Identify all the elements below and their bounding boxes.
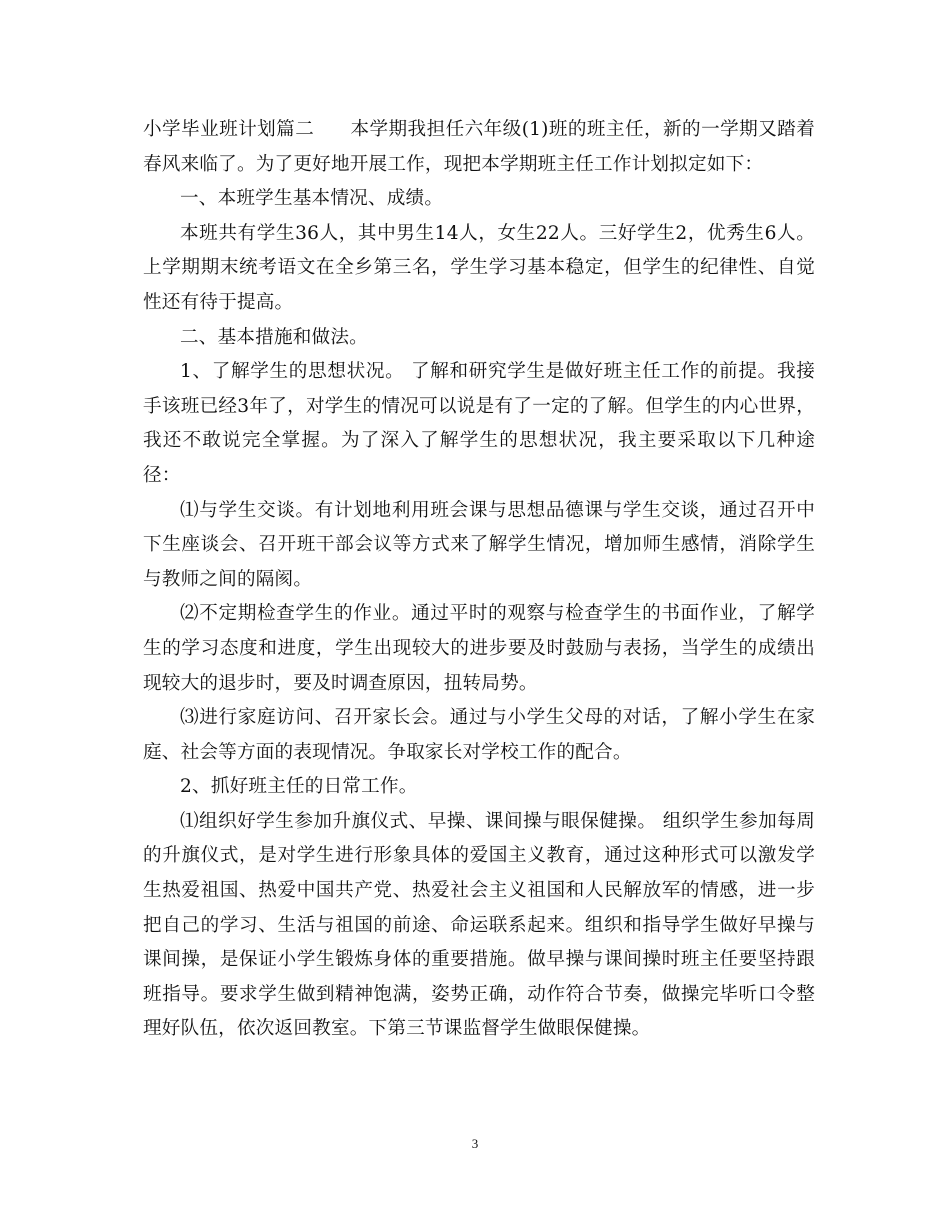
talk-with-students-paragraph: ⑴与学生交谈。有计划地利用班会课与思想品德课与学生交谈，通过召开中下生座谈会、召开班干部会议等方式来了解学生情况，增加师生感情，消除学生与教师之间的隔阂。 [143,499,815,590]
page-number: 3 [471,1136,479,1151]
section-heading-1: 一、本班学生基本情况、成绩。 [180,188,444,210]
intro-text: 本学期我担任六年级(1)班的班主任，新的一学期又踏着春风来临了。为了更好地开展工作，现把本学期班主任工作计划拟定如下： [143,119,815,175]
class-info-paragraph: 本班共有学生36人，其中男生14人，女生22人。三好学生2，优秀生6人。上学期期末统考语文在全乡第三名，学生学习基本稳定，但学生的纪律性、自觉性还有待于提高。 [143,222,815,313]
flag-ceremony-paragraph: ⑴组织好学生参加升旗仪式、早操、课间操与眼保健操。 组织学生参加每周的升旗仪式，是对学生进行形象具体的爱国主义教育，通过这种形式可以激发学生热爱祖国、热爱中国共产党、热爱社会主义祖国和人民解放军的情感，进一步把自己的学习、生活与祖国的前途、命运联系起来。组织和指导学生做好早操与课间操，是保证小学生锻炼身体的重要措施。做早操与课间操时班主任要坚持跟班指导。要求学生做到精神饱满，姿势正确，动作符合节奏，做操完毕听口令整理好队伍，依次返回教室。下第三节课监督学生做眼保健操。 [143,810,815,1040]
intro-paragraph [143,113,815,182]
understand-students-paragraph: 1、了解学生的思想状况。 了解和研究学生是做好班主任工作的前提。我接手该班已经3年了，对学生的情况可以说是有了一定的了解。但学生的内心世界，我还不敢说完全掌握。为了深入了解学生的思想状况，我主要采取以下几种途径： [143,361,815,486]
document-title: 小学毕业班计划篇二 [143,119,315,140]
section-heading-2: 二、基本措施和做法。 [180,326,368,348]
daily-work-heading: 2、抓好班主任的日常工作。 [180,776,418,798]
document-body [143,113,815,1047]
home-visit-paragraph: ⑶进行家庭访问、召开家长会。通过与小学生父母的对话，了解小学生在家庭、社会等方面的表现情况。争取家长对学校工作的配合。 [143,707,815,763]
check-homework-paragraph: ⑵不定期检查学生的作业。通过平时的观察与检查学生的书面作业，了解学生的学习态度和进度，学生出现较大的进步要及时鼓励与表扬，当学生的成绩出现较大的退步时，要及时调查原因，扭转局势。 [143,603,815,694]
